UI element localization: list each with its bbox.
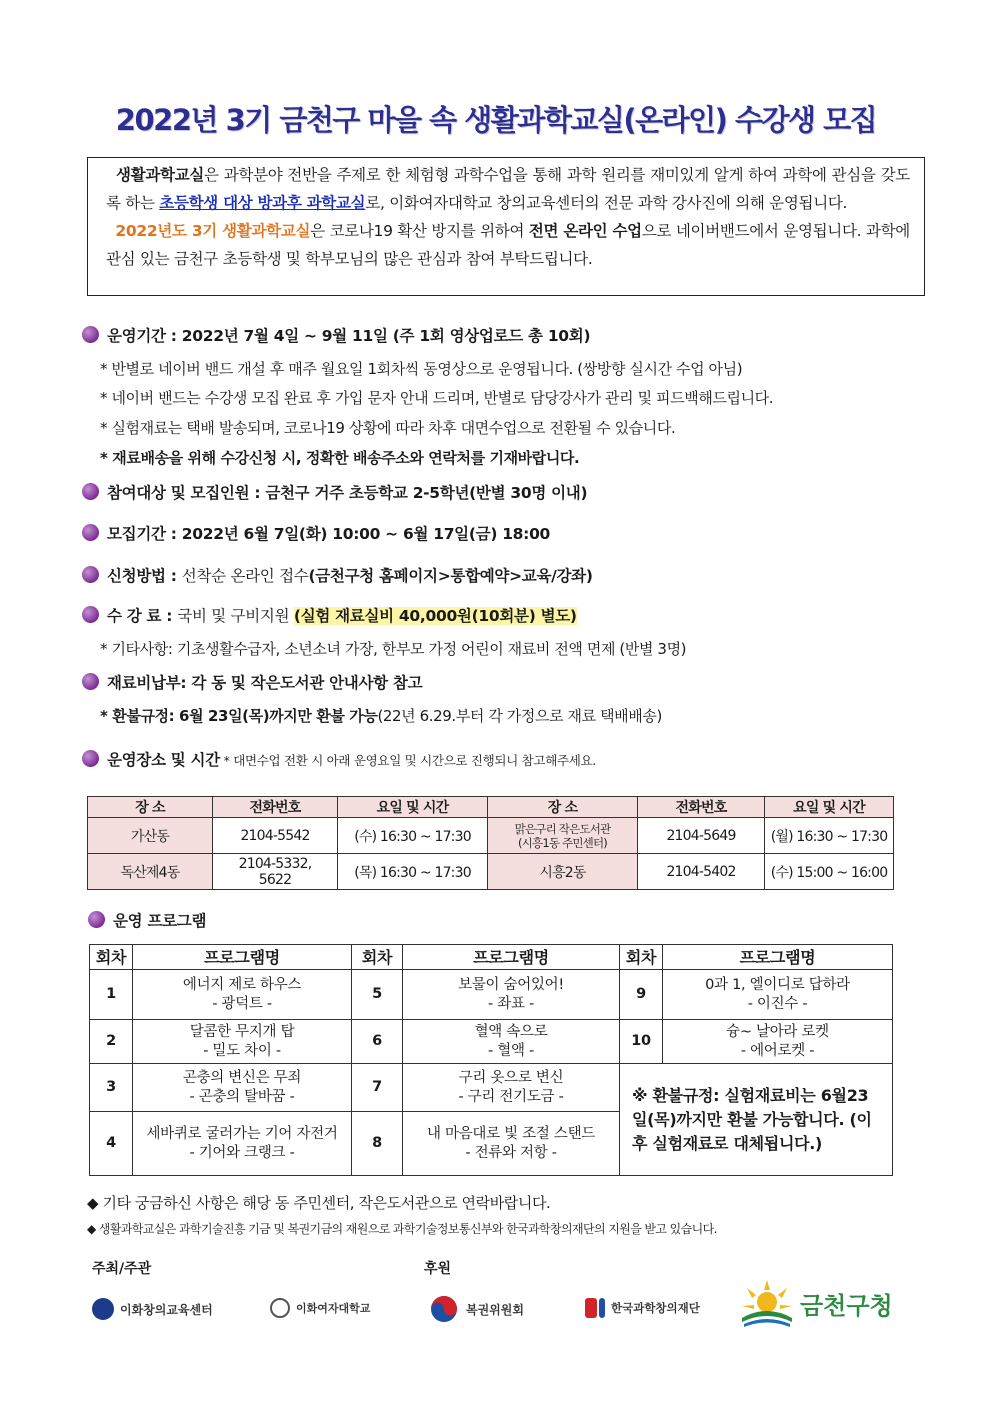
program-sub: - 전류와 저항 -: [465, 1144, 557, 1161]
program-cell: [133, 1020, 352, 1064]
program-table: [89, 944, 893, 1176]
intro-text: 은 코로나19 확산 방지를 위하여: [310, 222, 529, 240]
program-no: 2: [90, 1020, 133, 1064]
payment-section: [82, 671, 422, 693]
apply-text: 선착순 온라인 접수: [181, 567, 309, 585]
program-sub: - 곤충의 탈바꿈 -: [189, 1088, 295, 1105]
kofac-icon: [585, 1298, 597, 1318]
table-header: 회차: [352, 945, 403, 970]
table-cell: 2104-5332, 5622: [213, 854, 338, 890]
table-header: 회차: [620, 945, 663, 970]
fee-highlight: (실험 재료실비 40,000원(10회분) 별도): [293, 607, 577, 625]
program-cell: [133, 970, 352, 1020]
payment-label: 재료비납부: 각 동 및 작은도서관 안내사항 참고: [107, 674, 423, 692]
refund-note: [100, 705, 662, 726]
refund-notice: ※ 환불규정: 실험재료비는 6월23일(목)까지만 환불 가능합니다. (이후 실험재료로 대체됩니다.): [620, 1064, 893, 1176]
ewha-creative-logo: [92, 1298, 213, 1320]
program-sub: - 혈액 -: [488, 1042, 534, 1059]
program-name: 보물이 숨어있어!: [458, 976, 564, 993]
table-cell: 2104-5402: [638, 854, 765, 890]
program-no: 4: [90, 1112, 133, 1176]
table-header: 전화번호: [213, 797, 338, 818]
table-header: 프로그램명: [133, 945, 352, 970]
geumcheon-logo: [740, 1278, 893, 1328]
period-note: * 네이버 밴드는 수강생 모집 완료 후 가입 문자 안내 드리며, 반별로 담당강사가 관리 및 피드백해드립니다.: [100, 389, 774, 407]
bullet-icon: [82, 606, 99, 623]
program-sub: - 광덕트 -: [212, 995, 272, 1012]
kofac-logo: [585, 1298, 700, 1318]
fee-section: [82, 604, 577, 626]
intro-target: 초등학생 대상 방과후 과학교실: [159, 194, 366, 212]
bullet-icon: [88, 911, 105, 928]
intro-online: 전면 온라인 수업: [528, 222, 642, 240]
bullet-icon: [82, 673, 99, 690]
fee-note: * 기타사항: 기초생활수급자, 소년소녀 가장, 한부모 가정 어린이 재료비 전액 면제 (반별 3명): [100, 640, 687, 658]
footer-note: ◆ 기타 궁금하신 사항은 해당 동 주민센터, 작은도서관으로 연락바랍니다.: [87, 1194, 551, 1212]
intro-text: 은 과학분야 전반을 주제로 한 체험형 과학수업을 통해 과학 원리를 재미있게 알게 하여 과학에 관심을 갖도록 하는: [106, 166, 910, 212]
bullet-icon: [82, 524, 99, 541]
venue-note: * 대면수업 전환 시 아래 운영요일 및 시간으로 진행되니 참고해주세요.: [219, 753, 596, 768]
table-header: 전화번호: [638, 797, 765, 818]
program-name: 구리 옷으로 변신: [458, 1069, 564, 1086]
intro-text: 으로 네이버밴드에서 운영됩니다. 과학에 관심 있는 금천구 초등학생 및 학부모님의 많은 관심과 참여 부탁드립니다.: [106, 222, 910, 268]
program-label: 운영 프로그램: [113, 912, 207, 930]
program-sub: - 에어로켓 -: [740, 1042, 815, 1059]
table-row: [88, 818, 894, 854]
period-note: * 재료배송을 위해 수강신청 시, 정확한 배송주소와 연락처를 기재바랍니다.: [100, 449, 580, 467]
logo-text: 복권위원회: [466, 1302, 524, 1317]
venue-table: [87, 796, 894, 890]
refund-bold: * 환불규정: 6월 23일(목)까지만 환불 가능: [100, 707, 378, 725]
support-label: 후원: [424, 1261, 452, 1277]
table-cell: 2104-5649: [638, 818, 765, 854]
table-cell: 독산제4동: [88, 854, 213, 890]
table-header-row: [88, 797, 894, 818]
program-sub: - 이진수 -: [747, 995, 808, 1012]
program-cell: [403, 1064, 620, 1112]
table-header: 장 소: [488, 797, 638, 818]
period-section: [82, 324, 590, 346]
table-header: 장 소: [88, 797, 213, 818]
intro-keyword: 생활과학교실: [116, 166, 205, 184]
intro-edition: 2022년도 3기 생활과학교실: [115, 222, 311, 240]
table-cell: (수) 16:30 ~ 17:30: [338, 818, 488, 854]
program-no: 7: [352, 1064, 403, 1112]
program-cell: [133, 1112, 352, 1176]
program-name: 내 마음대로 빛 조절 스탠드: [426, 1125, 595, 1142]
period-label: 운영기간 : 2022년 7월 4일 ~ 9월 11일 (주 1회 영상업로드 총 10회): [107, 327, 591, 345]
target-label: 참여대상 및 모집인원 : 금천구 거주 초등학교 2-5학년(반별 30명 이내): [107, 484, 588, 502]
program-cell: [403, 970, 620, 1020]
program-cell: [133, 1064, 352, 1112]
program-sub: - 좌표 -: [488, 995, 534, 1012]
program-no: 6: [352, 1020, 403, 1064]
bullet-icon: [82, 483, 99, 500]
kofac-icon: [599, 1298, 605, 1318]
apply-path: (금천구청 홈페이지>통합예약>교육/강좌): [308, 567, 593, 585]
target-section: [82, 481, 587, 503]
bullet-icon: [82, 566, 99, 583]
recruit-label: 모집기간 : 2022년 6월 7일(화) 10:00 ~ 6월 17일(금) 18:00: [107, 525, 551, 543]
program-name: 세바퀴로 굴러가는 기어 자전거: [146, 1125, 338, 1142]
fee-text: 국비 및 구비지원: [177, 607, 294, 625]
refund-rest: (22년 6.29.부터 각 가정으로 재료 택배배송): [377, 707, 662, 725]
program-name: 0과 1, 엘이디로 답하라: [705, 976, 850, 993]
logo-text: 한국과학창의재단: [611, 1301, 700, 1315]
ewha-emblem-icon: [92, 1298, 114, 1320]
table-header: 회차: [90, 945, 133, 970]
venue-section: [82, 748, 596, 770]
table-cell: (수) 15:00 ~ 16:00: [765, 854, 894, 890]
program-no: 3: [90, 1064, 133, 1112]
bullet-icon: [82, 326, 99, 343]
program-name: 슝~ 날아라 로켓: [726, 1023, 829, 1040]
program-name: 곤충의 변신은 무죄: [182, 1069, 302, 1086]
program-no: 9: [620, 970, 663, 1020]
intro-box: [87, 157, 925, 296]
program-no: 8: [352, 1112, 403, 1176]
ewha-seal-icon: [270, 1298, 290, 1318]
program-cell: [663, 1020, 893, 1064]
table-header: 프로그램명: [403, 945, 620, 970]
program-sub: - 구리 전기도금 -: [458, 1088, 564, 1105]
apply-section: [82, 564, 593, 586]
program-name: 에너지 제로 하우스: [182, 976, 302, 993]
program-section: [88, 909, 206, 931]
fee-label: 수 강 료 :: [107, 607, 178, 625]
venue-label: 운영장소 및 시간: [107, 751, 220, 769]
program-sub: - 기어와 크랭크 -: [189, 1144, 295, 1161]
apply-label: 신청방법 :: [107, 567, 182, 585]
program-cell: [403, 1112, 620, 1176]
program-no: 1: [90, 970, 133, 1020]
table-header: 요일 및 시간: [765, 797, 894, 818]
table-header: 요일 및 시간: [338, 797, 488, 818]
logo-text: 이화창의교육센터: [120, 1302, 213, 1317]
table-row: [90, 970, 893, 1020]
program-sub: - 밀도 차이 -: [203, 1042, 281, 1059]
lottery-commission-logo: [430, 1295, 524, 1323]
table-header: 프로그램명: [663, 945, 893, 970]
period-note: * 반별로 네이버 밴드 개설 후 매주 월요일 1회차씩 동영상으로 운영됩니다. (쌍방향 실시간 수업 아님): [100, 360, 743, 378]
table-header-row: [90, 945, 893, 970]
table-cell: 2104-5542: [213, 818, 338, 854]
page-title: 2022년 3기 금천구 마을 속 생활과학교실(온라인) 수강생 모집: [115, 103, 877, 137]
program-no: 5: [352, 970, 403, 1020]
program-cell: [403, 1020, 620, 1064]
intro-text: 로, 이화여자대학교 창의교육센터의 전문 과학 강사진에 의해 운영됩니다.: [365, 194, 848, 212]
recruit-section: [82, 522, 550, 544]
table-cell: (목) 16:30 ~ 17:30: [338, 854, 488, 890]
geumcheon-sun-icon: [740, 1278, 794, 1328]
program-name: 달콤한 무지개 탑: [189, 1023, 295, 1040]
table-cell: 시흥2동: [488, 854, 638, 890]
program-no: 10: [620, 1020, 663, 1064]
logo-text: 금천구청: [800, 1291, 893, 1320]
table-row: [88, 854, 894, 890]
table-row: [90, 1020, 893, 1064]
ewha-univ-logo: [270, 1298, 370, 1318]
table-row: [90, 1064, 893, 1112]
host-label: 주최/주관: [92, 1261, 152, 1277]
program-name: 혈액 속으로: [474, 1023, 548, 1040]
bullet-icon: [82, 750, 99, 767]
table-cell: (월) 16:30 ~ 17:30: [765, 818, 894, 854]
period-note: * 실험재료는 택배 발송되며, 코로나19 상황에 따라 차후 대면수업으로 전환될 수 있습니다.: [100, 419, 676, 437]
logo-text: 이화여자대학교: [296, 1302, 371, 1315]
table-cell: 맑은구리 작은도서관 (시흥1동 주민센터): [488, 818, 638, 854]
footer-note: ◆ 생활과학교실은 과학기술진흥 기금 및 복권기금의 재원으로 과학기술정보통신부와 한국과학창의재단의 지원을 받고 있습니다.: [87, 1222, 717, 1236]
taegeuk-icon: [430, 1295, 458, 1323]
program-cell: [663, 970, 893, 1020]
table-cell: 가산동: [88, 818, 213, 854]
